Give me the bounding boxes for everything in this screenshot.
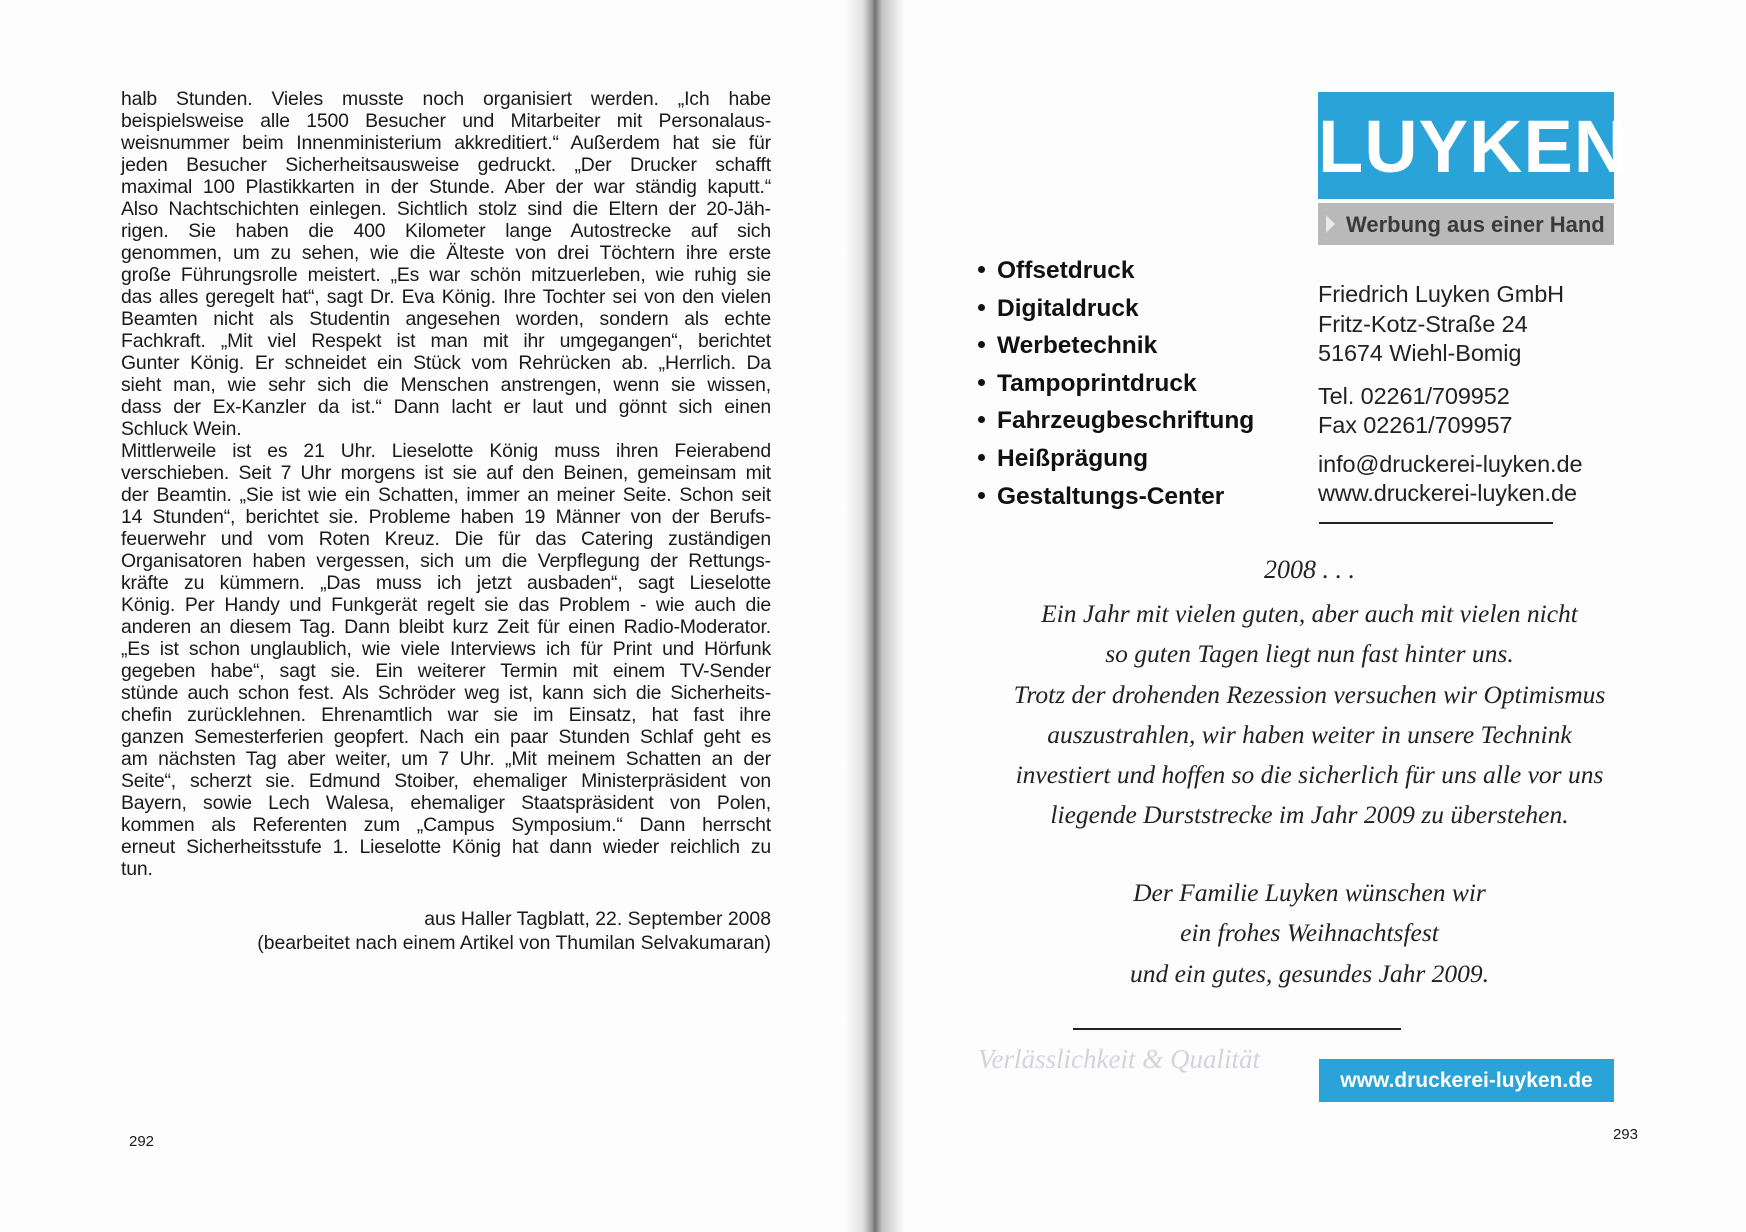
- wish-line: ein frohes Weihnachtsfest: [1180, 918, 1439, 948]
- website: www.druckerei-luyken.de: [1318, 480, 1577, 506]
- article-line: verschieben. Seit 7 Uhr morgens ist sie auf den Beinen, gemeinsam mit: [121, 462, 771, 484]
- bullet-icon: [978, 341, 985, 348]
- service-label: Fahrzeugbeschriftung: [997, 407, 1255, 435]
- message-line: Ein Jahr mit vielen guten, aber auch mit vielen nicht: [1041, 599, 1578, 628]
- right-page: [873, 0, 1746, 1232]
- service-label: Gestaltungs-Center: [997, 482, 1225, 510]
- source-line: aus Haller Tagblatt, 22. September 2008: [424, 908, 771, 930]
- article-line: tun.: [121, 858, 153, 880]
- wish-line: Der Familie Luyken wünschen wir: [1133, 878, 1486, 907]
- bullet-icon: [978, 492, 985, 499]
- bullet-icon: [978, 454, 985, 461]
- message-line: auszustrahlen, wir haben weiter in unsere Technink: [1047, 719, 1572, 749]
- service-label: Digitaldruck: [997, 294, 1139, 322]
- holiday-wishes: [873, 873, 1746, 994]
- email: info@druckerei-luyken.de: [1318, 450, 1583, 477]
- city: 51674 Wiehl-Bomig: [1318, 340, 1522, 366]
- page-number-left: 292: [129, 1133, 155, 1150]
- article-line: dass der Ex-Kanzler da ist.“ Dann lacht er laut und gönnt sich einen: [121, 396, 771, 418]
- bullet-icon: [978, 266, 985, 273]
- phone: Tel. 02261/709952: [1318, 382, 1510, 409]
- article-line: Mittlerweile ist es 21 Uhr. Lieselotte König muss ihren Feierabend: [121, 440, 771, 462]
- company-name: Friedrich Luyken GmbH: [1318, 281, 1565, 307]
- slogan: Verlässlichkeit & Qualität: [978, 1044, 1260, 1074]
- article-text: [121, 88, 771, 880]
- tagline: Werbung aus einer Hand: [1346, 212, 1605, 237]
- article-line: das alles geregelt hat“, sagt Dr. Eva König. Ihre Tochter sei von den vielen: [121, 286, 771, 308]
- article-line: gegeben habe“, sagt sie. Ein weiterer Termin mit einem TV-Sender: [121, 660, 771, 682]
- divider-bottom: [1073, 1028, 1401, 1030]
- street: Fritz-Kotz-Straße 24: [1318, 310, 1528, 337]
- article-line: stünde auch schon fest. Als Schröder weg ist, kann sich die Sicherheits-: [121, 682, 771, 704]
- source-note: (bearbeitet nach einem Artikel von Thumilan Selvakumaran): [257, 932, 771, 954]
- divider-top: [1319, 522, 1553, 524]
- page-number-right: 293: [1612, 1126, 1638, 1143]
- article-line: Organisatoren haben vergessen, sich um die Verpflegung der Rettungs-: [121, 550, 771, 572]
- service-item: [978, 327, 1254, 365]
- message-line: investiert und hoffen so die sicherlich für uns alle vor uns: [1015, 760, 1604, 790]
- article-line: Bayern, sowie Lech Walesa, ehemaliger Staatspräsident von Polen,: [121, 792, 771, 814]
- article-line: Schluck Wein.: [121, 418, 242, 440]
- article-source: [257, 907, 771, 955]
- bullet-icon: [978, 416, 985, 423]
- article-line: weisnummer beim Innenministerium akkreditiert.“ Außerdem hat sie für: [121, 132, 771, 154]
- service-item: [978, 365, 1254, 403]
- article-line: Gunter König. Er schneidet ein Stück vom Rehrücken ab. „Herrlich. Da: [121, 352, 771, 374]
- book-gutter-shadow: [845, 0, 905, 1232]
- article-line: kommen als Referenten zum „Campus Symposium.“ Dann herrscht: [121, 814, 771, 836]
- article-line: chefin zurücklehnen. Ehrenamtlich war sie im Einsatz, hat fast ihre: [121, 704, 771, 726]
- bullet-icon: [978, 304, 985, 311]
- wish-line: und ein gutes, gesundes Jahr 2009.: [1129, 958, 1490, 988]
- arrow-right-icon: [1326, 215, 1335, 233]
- message-line: Trotz der drohenden Rezession versuchen wir Optimismus: [1013, 679, 1606, 709]
- service-item: [978, 478, 1254, 516]
- article-line: halb Stunden. Vieles musste noch organisiert werden. „Ich habe: [121, 88, 771, 110]
- article-line: sieht man, wie sehr sich die Menschen anstrengen, wenn sie wissen,: [121, 374, 771, 396]
- service-label: Heißprägung: [997, 444, 1149, 472]
- article-line: große Führungsrolle meistert. „Es war schön mitzuerleben, wie ruhig sie: [121, 264, 771, 286]
- article-line: König. Per Handy und Funkgerät regelt sie das Problem - wie auch die: [121, 594, 771, 616]
- article-line: jeden Besucher Sicherheitsausweise gedruckt. „Der Drucker schafft: [121, 154, 771, 176]
- message-line: so guten Tagen liegt nun fast hinter uns.: [1105, 639, 1514, 669]
- article-line: anderen an diesem Tag. Dann bleibt kurz Zeit für einen Radio-Moderator.: [121, 616, 771, 638]
- article-line: maximal 100 Plastikkarten in der Stunde. Aber der war ständig kaputt.“: [121, 176, 771, 198]
- article-line: rigen. Sie haben die 400 Kilometer lange Autostrecke auf sich: [121, 220, 771, 242]
- service-label: Werbetechnik: [997, 332, 1158, 360]
- bullet-icon: [978, 379, 985, 386]
- article-line: erneut Sicherheitsstufe 1. Lieselotte König hat dann wieder reichlich zu: [121, 836, 771, 858]
- fax: Fax 02261/709957: [1318, 412, 1513, 438]
- tagline-bar: [1318, 203, 1614, 245]
- contact-address: [1318, 280, 1582, 509]
- service-label: Offsetdruck: [997, 257, 1135, 284]
- article-line: „Es ist schon unglaublich, wie viele Interviews ich für Print und Hörfunk: [121, 638, 771, 660]
- service-item: [978, 440, 1254, 478]
- article-line: ganzen Semesterferien geopfert. Nach ein paar Stunden Schlaf geht es: [121, 726, 771, 748]
- article-line: kräfte zu kümmern. „Das muss ich jetzt ausbaden“, sagt Lieselotte: [121, 572, 771, 594]
- article-line: feuerwehr und vom Roten Kreuz. Die für das Catering zuständigen: [121, 528, 771, 550]
- logo-wordmark: LUYKEN: [1318, 105, 1629, 188]
- article-line: der Beamtin. „Sie ist wie ein Schatten, immer an meiner Seite. Schon seit: [121, 484, 771, 506]
- luyken-logo: [1318, 92, 1629, 199]
- service-label: Tampoprintdruck: [997, 369, 1197, 397]
- article-line: genommen, um zu sehen, wie die Älteste von drei Töchtern ihre erste: [121, 242, 771, 264]
- year-heading: 2008 . . .: [1264, 555, 1355, 584]
- website-banner: www.druckerei-luyken.de: [1319, 1059, 1614, 1102]
- message-line: liegende Durststrecke im Jahr 2009 zu überstehen.: [1050, 800, 1569, 830]
- greeting-message: [873, 594, 1746, 836]
- article-line: Seite“, scherzt sie. Edmund Stoiber, ehemaliger Ministerpräsident von: [121, 770, 771, 792]
- services-list: [978, 252, 1254, 515]
- article-line: Beamten nicht als Studentin angesehen worden, sondern als echte: [121, 308, 771, 330]
- article-line: Also Nachtschichten einlegen. Sichtlich stolz sind die Eltern der 20-Jäh-: [121, 198, 771, 220]
- article-line: 14 Stunden“, berichtet sie. Probleme haben 19 Männer von der Berufs-: [121, 506, 771, 528]
- article-line: am nächsten Tag aber weiter, um 7 Uhr. „Mit meinem Schatten an der: [121, 748, 771, 770]
- service-item: [978, 402, 1254, 440]
- service-item: [978, 290, 1254, 328]
- article-line: Fachkraft. „Mit viel Respekt ist man mit ihr umgegangen“, berichtet: [121, 330, 771, 352]
- article-line: beispielsweise alle 1500 Besucher und Mitarbeiter mit Personalaus-: [121, 110, 771, 132]
- service-item: [978, 252, 1254, 290]
